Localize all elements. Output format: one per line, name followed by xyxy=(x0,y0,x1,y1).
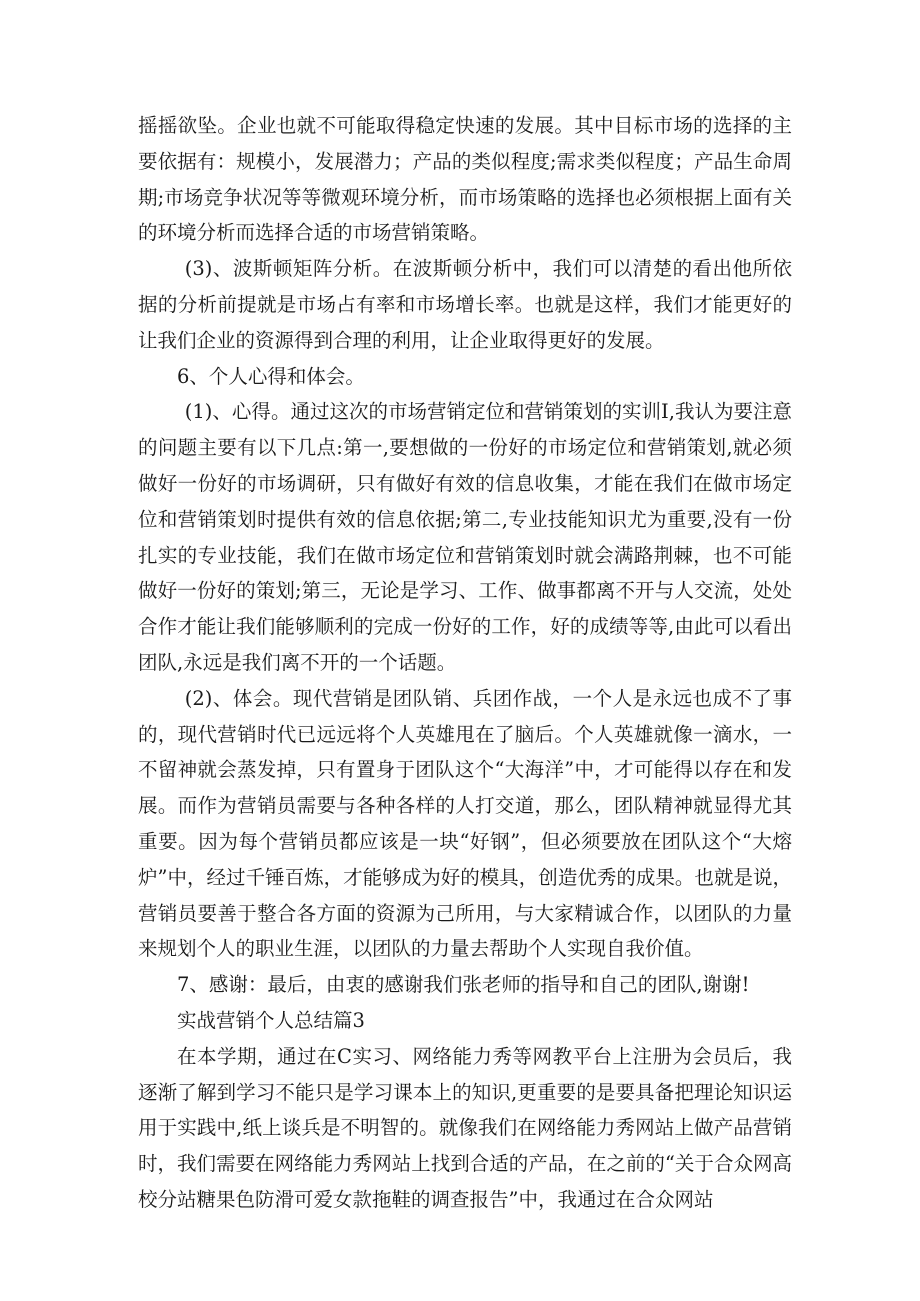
paragraph-reflection: (2)、体会。现代营销是团队销、兵团作战，一个人是永远也成不了事的，现代营销时代已远远将个人英雄甩在了脑后。个人英雄就像一滴水，一不留神就会蒸发掉，只有置身于团队这个“大海洋”中，才可能得以存在和发展。而作为营销员需要与各种各样的人打交道，那么，团队精神就显得尤其重要。因为每个营销员都应该是一块“好钢”，但必须要放在团队这个“大熔炉”中，经过千锤百炼，才能够成为好的模具，创造优秀的成果。也就是说，营销员要善于整合各方面的资源为己所用，与大家精诚合作，以团队的力量来规划个人的职业生涯，以团队的力量去帮助个人实现自我价值。 xyxy=(138,686,792,961)
section-title: 实战营销个人总结篇3 xyxy=(177,1008,365,1032)
paragraph-market-selection: 摇摇欲坠。企业也就不可能取得稳定快速的发展。其中目标市场的选择的主要依据有：规模小，发展潜力；产品的类似程度;需求类似程度；产品生命周期;市场竞争状况等等微观环境分析，而市场策略的选择也必须根据上面有关的环境分析而选择合适的市场营销策略。 xyxy=(138,114,792,245)
heading-personal-experience: 6、个人心得和体会。 xyxy=(177,364,365,388)
paragraph-insights: (1)、心得。通过这次的市场营销定位和营销策划的实训I,我认为要注意的问题主要有以下几点:第一,要想做的一份好的市场定位和营销策划,就必须做好一份好的市场调研，只有做好有效的信息收集，才能在我们在做市场定位和营销策划时提供有效的信息依据;第二,专业技能知识尤为重要,没有一份扎实的专业技能，我们在做市场定位和营销策划时就会满路荆棘，也不可能做好一份好的策划;第三，无论是学习、工作、做事都离不开与人交流，处处合作才能让我们能够顺利的完成一份好的工作，好的成绩等等,由此可以看出团队,永远是我们离不开的一个话题。 xyxy=(138,400,792,674)
paragraph-boston-matrix: (3)、波斯顿矩阵分析。在波斯顿分析中，我们可以清楚的看出他所依据的分析前提就是市场占有率和市场增长率。也就是这样，我们才能更好的让我们企业的资源得到合理的利用，让企业取得更好的发展。 xyxy=(138,257,792,352)
document-body xyxy=(138,108,792,1218)
paragraph-thanks: 7、感谢：最后，由衷的感谢我们张老师的指导和自己的团队,谢谢! xyxy=(177,973,750,997)
paragraph-semester-summary: 在本学期，通过在C实习、网络能力秀等网教平台上注册为会员后，我逐渐了解到学习不能只是学习课本上的知识,更重要的是要具备把理论知识运用于实践中,纸上谈兵是不明智的。就像我们在网络能力秀网站上做产品营销时，我们需要在网络能力秀网站上找到合适的产品，在之前的“关于合众网高校分站糖果色防滑可爱女款拖鞋的调查报告”中，我通过在合众网站 xyxy=(138,1044,792,1211)
